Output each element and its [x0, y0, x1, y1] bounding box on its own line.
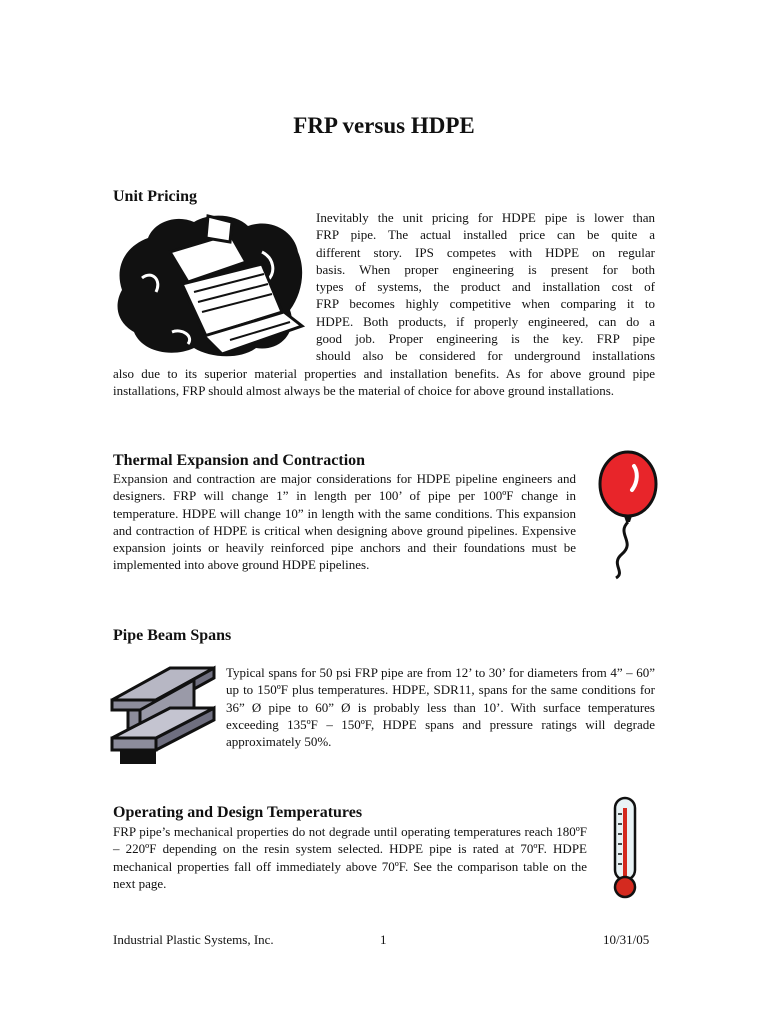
pipe-beam-spans-paragraph: Typical spans for 50 psi FRP pipe are from 12’ to 30’ for diameters from 4” – 60” up to 150ºF plus temperatures. HDPE, SDR11, spans for the same conditions for 36” Ø pipe to 60” Ø is probably less than 10’. With surface temperatures exceeding 135ºF – 150ºF, HDPE spans and pressure ratings will degrade approximately 50%. [226, 665, 655, 750]
paragraph-line: different story. IPS competes with HDPE on regular [316, 245, 655, 260]
thermal-expansion-heading: Thermal Expansion and Contraction [113, 452, 366, 469]
cash-register-icon [112, 212, 306, 362]
pipe-beam-spans-heading: Pipe Beam Spans [113, 627, 232, 644]
paragraph-line: HDPE. Both products, if properly engineered, can do a [316, 314, 655, 329]
thermometer-icon [610, 796, 640, 900]
paragraph-line: should also be considered for underground installations [316, 348, 655, 363]
paragraph-line: FRP pipe. The actual installed price can be quite a [316, 227, 655, 242]
page-title: FRP versus HDPE [293, 113, 475, 138]
paragraph-line: good job. Proper engineering is the key. FRP pipe [316, 331, 655, 346]
paragraph-line: basis. When proper engineering is present for both [316, 262, 655, 277]
operating-temperatures-heading: Operating and Design Temperatures [113, 804, 363, 821]
paragraph-line: FRP becomes highly competitive when comparing it to [316, 296, 655, 311]
footer-date: 10/31/05 [603, 932, 650, 947]
footer-company: Industrial Plastic Systems, Inc. [113, 932, 274, 947]
operating-temperatures-paragraph: FRP pipe’s mechanical properties do not degrade until operating temperatures reach 180ºF – 220ºF depending on the resin system selected. HDPE pipe is rated at 70ºF. HDPE mechanical properties fall off immediately above 70ºF. See the comparison table on the next page. [113, 824, 587, 891]
paragraph-line: Inevitably the unit pricing for HDPE pipe is lower than [316, 210, 655, 225]
paragraph-line: types of systems, the product and installation cost of [316, 279, 655, 294]
footer-page-number: 1 [380, 932, 387, 947]
unit-pricing-heading: Unit Pricing [113, 188, 197, 205]
paragraph-text: also due to its superior material properties and installation benefits. As for above ground pipe installations, FRP should almost always be the material of choice for above ground installations. [113, 366, 655, 399]
thermal-expansion-paragraph: Expansion and contraction are major considerations for HDPE pipeline engineers and designers. FRP will change 1” in length per 100’ of pipe per 100ºF change in temperature. HDPE will change 10” in length with the same conditions. This expansion and contraction of HDPE is critical when designing above ground pipelines. Expensive expansion joints or heavily reinforced pipe anchors and their foundations must be implemented into above ground HDPE pipelines. [113, 471, 576, 573]
balloon-icon [596, 450, 660, 580]
i-beam-icon [110, 664, 216, 768]
